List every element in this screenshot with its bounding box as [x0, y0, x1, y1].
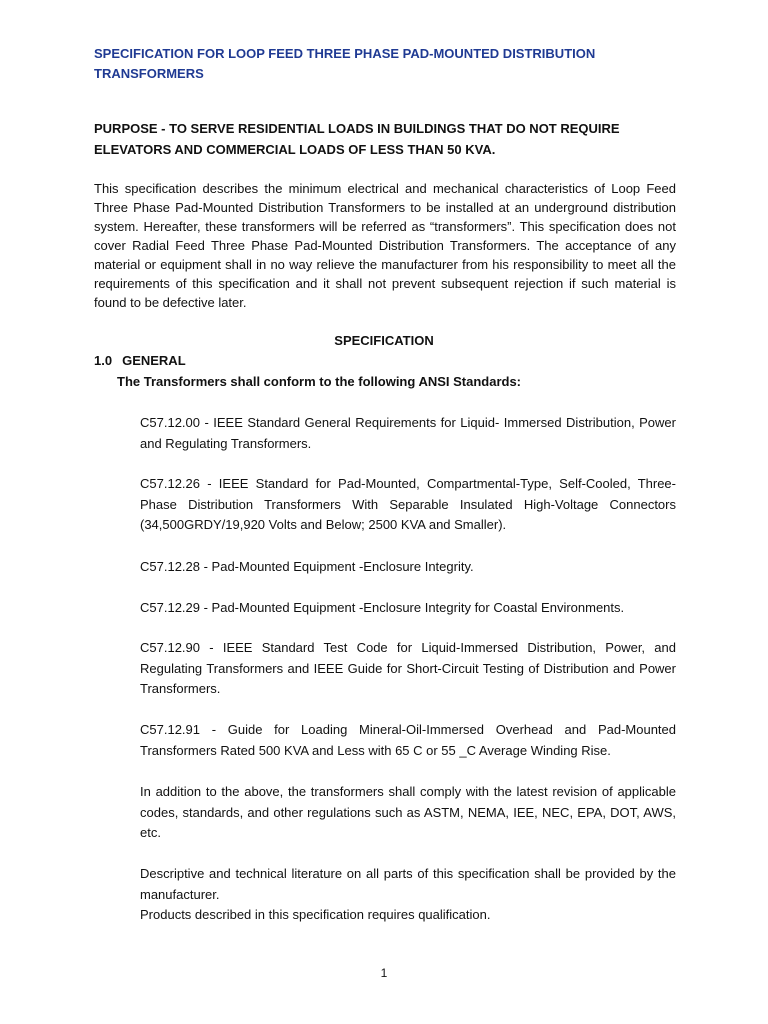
- standard-item: C57.12.90 - IEEE Standard Test Code for Liquid-Immersed Distribution, Power, and Regulating Transformers and IEEE Guide for Short-Circuit Testing of Distribution and Power Transformers.: [140, 640, 676, 696]
- specification-heading: SPECIFICATION: [334, 333, 434, 348]
- standard-item: C57.12.26 - IEEE Standard for Pad-Mounted, Compartmental-Type, Self-Cooled, Three-Phase Distribution Transformers With Separable Insulated High-Voltage Connectors (34,500GRDY/19,920 Volts and Below; 2500 KVA and Smaller).: [140, 476, 676, 532]
- standard-item: C57.12.29 - Pad-Mounted Equipment -Enclosure Integrity for Coastal Environments.: [140, 600, 625, 615]
- section-number: 1.0: [94, 353, 113, 368]
- qualification-paragraph: Products described in this specification requires qualification.: [140, 907, 491, 922]
- standard-item: C57.12.28 - Pad-Mounted Equipment -Enclosure Integrity.: [140, 559, 474, 574]
- literature-paragraph: Descriptive and technical literature on all parts of this specification shall be provided by the manufacturer.: [140, 866, 676, 902]
- ansi-intro: The Transformers shall conform to the following ANSI Standards:: [117, 374, 522, 389]
- section-heading: [94, 353, 186, 368]
- purpose-statement: PURPOSE - TO SERVE RESIDENTIAL LOADS IN BUILDINGS THAT DO NOT REQUIRE ELEVATORS AND COMMERCIAL LOADS OF LESS THAN 50 KVA.: [94, 121, 620, 157]
- document-title: SPECIFICATION FOR LOOP FEED THREE PHASE PAD-MOUNTED DISTRIBUTION TRANSFORMERS: [94, 46, 596, 81]
- section-title: GENERAL: [122, 353, 186, 368]
- intro-paragraph: This specification describes the minimum electrical and mechanical characteristics of Loop Feed Three Phase Pad-Mounted Distribution Transformers to be installed at an underground distribution system. Hereafter, these transformers will be referred as “transformers”. This specification does not cover Radial Feed Three Phase Pad-Mounted Distribution Transformers. The acceptance of any material or equipment shall in no way relieve the manufacturer from his responsibility to meet all the requirements of this specification and it shall not prevent subsequent rejection if such material is found to be defective later.: [94, 181, 676, 310]
- page-number: 1: [380, 966, 388, 980]
- standard-item: C57.12.91 - Guide for Loading Mineral-Oil-Immersed Overhead and Pad-Mounted Transformers Rated 500 KVA and Less with 65 C or 55 _C Average Winding Rise.: [140, 722, 676, 758]
- standard-item: C57.12.00 - IEEE Standard General Requirements for Liquid- Immersed Distribution, Power and Regulating Transformers.: [140, 415, 676, 451]
- additional-paragraph: In addition to the above, the transformers shall comply with the latest revision of applicable codes, standards, and other regulations such as ASTM, NEMA, IEE, NEC, EPA, DOT, AWS, etc.: [140, 784, 676, 840]
